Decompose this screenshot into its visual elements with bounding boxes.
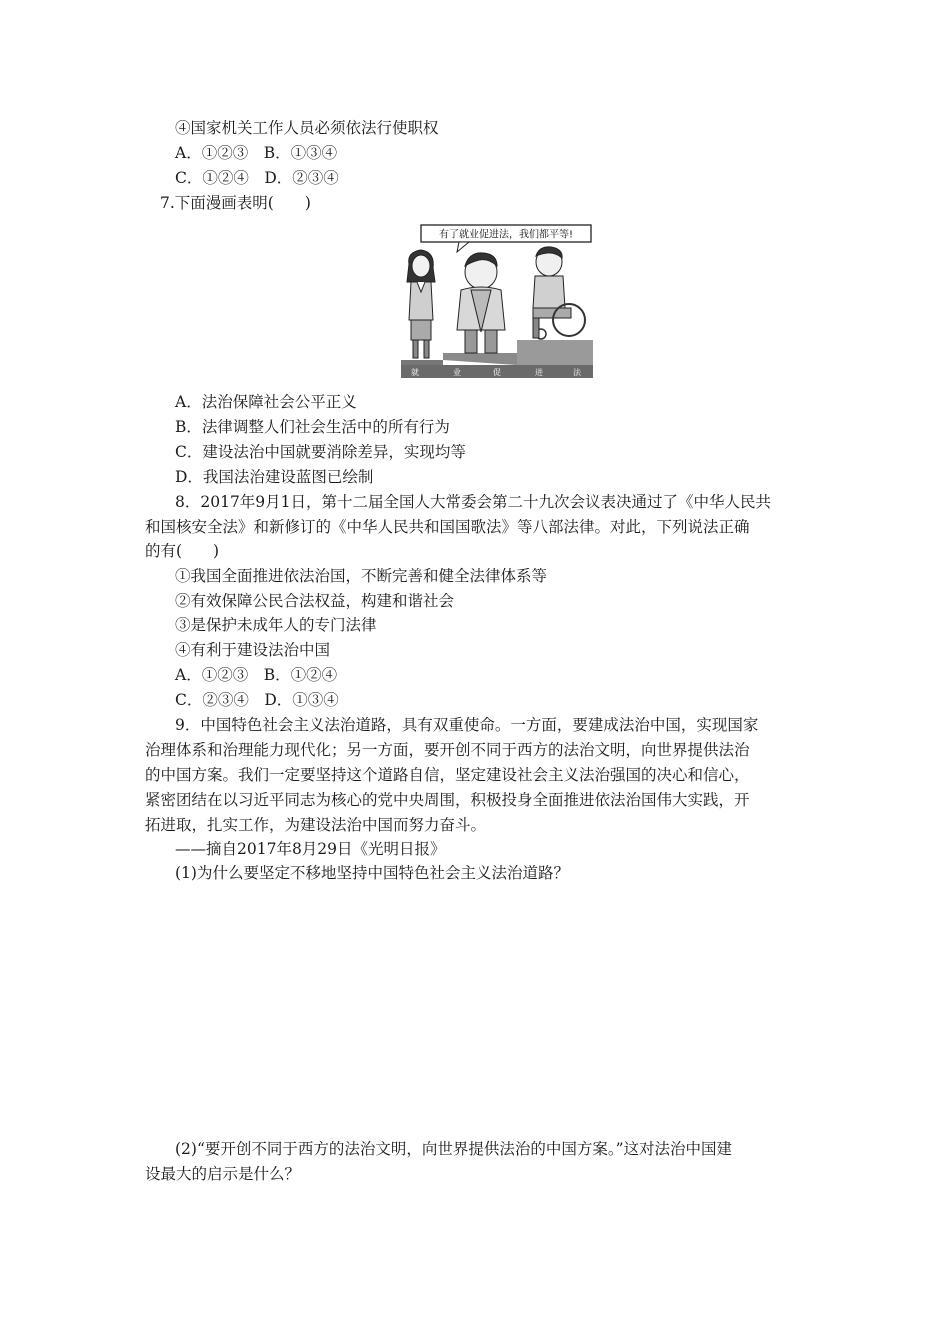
base-char-1: 就 bbox=[411, 368, 419, 377]
q7-option-d: D．我国法治建设蓝图已绘制 bbox=[175, 468, 374, 486]
man-figure bbox=[457, 253, 505, 353]
wheelchair-man-figure bbox=[533, 247, 585, 339]
q9-para-line-3: 的中国方案。我们一定要坚持这个道路自信，坚定建设社会主义法治强国的决心和信心， bbox=[145, 766, 750, 784]
q9-sub-question-2-line-1: (2)“要开创不同于西方的法治文明，向世界提供法治的中国方案。”这对法治中国建 bbox=[175, 1140, 733, 1158]
q9-para-line-1: 9．中国特色社会主义法治道路，具有双重使命。一方面，要建成法治中国，实现国家 bbox=[175, 716, 759, 734]
q8-item-1: ①我国全面推进依法治国，不断完善和健全法律体系等 bbox=[175, 567, 548, 585]
q6-item-4: ④国家机关工作人员必须依法行使职权 bbox=[175, 119, 439, 137]
q8-options-ab: A．①②③ B．①②④ bbox=[175, 666, 338, 684]
woman-figure bbox=[407, 250, 435, 358]
q7-option-b: B．法律调整人们社会生活中的所有行为 bbox=[175, 418, 450, 436]
q8-item-3: ③是保护未成年人的专门法律 bbox=[175, 616, 377, 634]
q8-options-cd: C．②③④ D．①③④ bbox=[175, 691, 339, 709]
cartoon-image bbox=[399, 222, 595, 380]
q8-stem-line-3: 的有( ) bbox=[145, 542, 220, 560]
base-char-3: 促 bbox=[493, 368, 501, 377]
q9-para-line-5: 拓进取，扎实工作，为建设法治中国而努力奋斗。 bbox=[145, 816, 487, 834]
q7-option-c: C．建设法治中国就要消除差异，实现均等 bbox=[175, 443, 466, 461]
q6-options-cd: C．①②④ D．②③④ bbox=[175, 169, 339, 187]
q6-options-ab: A．①②③ B．①③④ bbox=[175, 144, 338, 162]
base-char-4: 进 bbox=[535, 368, 543, 377]
q7-option-a: A．法治保障社会公平正义 bbox=[175, 393, 357, 411]
q8-item-2: ②有效保障公民合法权益，构建和谐社会 bbox=[175, 592, 455, 610]
q7-stem: 7.下面漫画表明( ) bbox=[160, 194, 311, 212]
base-char-2: 业 bbox=[453, 368, 461, 377]
q8-stem-line-1: 8．2017年9月1日，第十二届全国人大常委会第二十九次会议表决通过了《中华人民共 bbox=[175, 493, 772, 511]
q9-source: ——摘自2017年8月29日《光明日报》 bbox=[175, 840, 446, 858]
q9-para-line-4: 紧密团结在以习近平同志为核心的党中央周围，积极投身全面推进依法治国伟大实践，开 bbox=[145, 791, 750, 809]
q9-sub-question-2-line-2: 设最大的启示是什么？ bbox=[145, 1165, 301, 1183]
base-char-5: 法 bbox=[573, 368, 581, 377]
q9-sub-question-1: (1)为什么要坚定不移地坚持中国特色社会主义法治道路？ bbox=[175, 864, 569, 882]
q8-item-4: ④有利于建设法治中国 bbox=[175, 641, 331, 659]
speech-text: 有了就业促进法，我们都平等! bbox=[438, 229, 574, 241]
q8-stem-line-2: 和国核安全法》和新修订的《中华人民共和国国歌法》等八部法律。对此，下列说法正确 bbox=[145, 518, 750, 536]
q9-para-line-2: 治理体系和治理能力现代化；另一方面，要开创不同于西方的法治文明，向世界提供法治 bbox=[145, 741, 750, 759]
